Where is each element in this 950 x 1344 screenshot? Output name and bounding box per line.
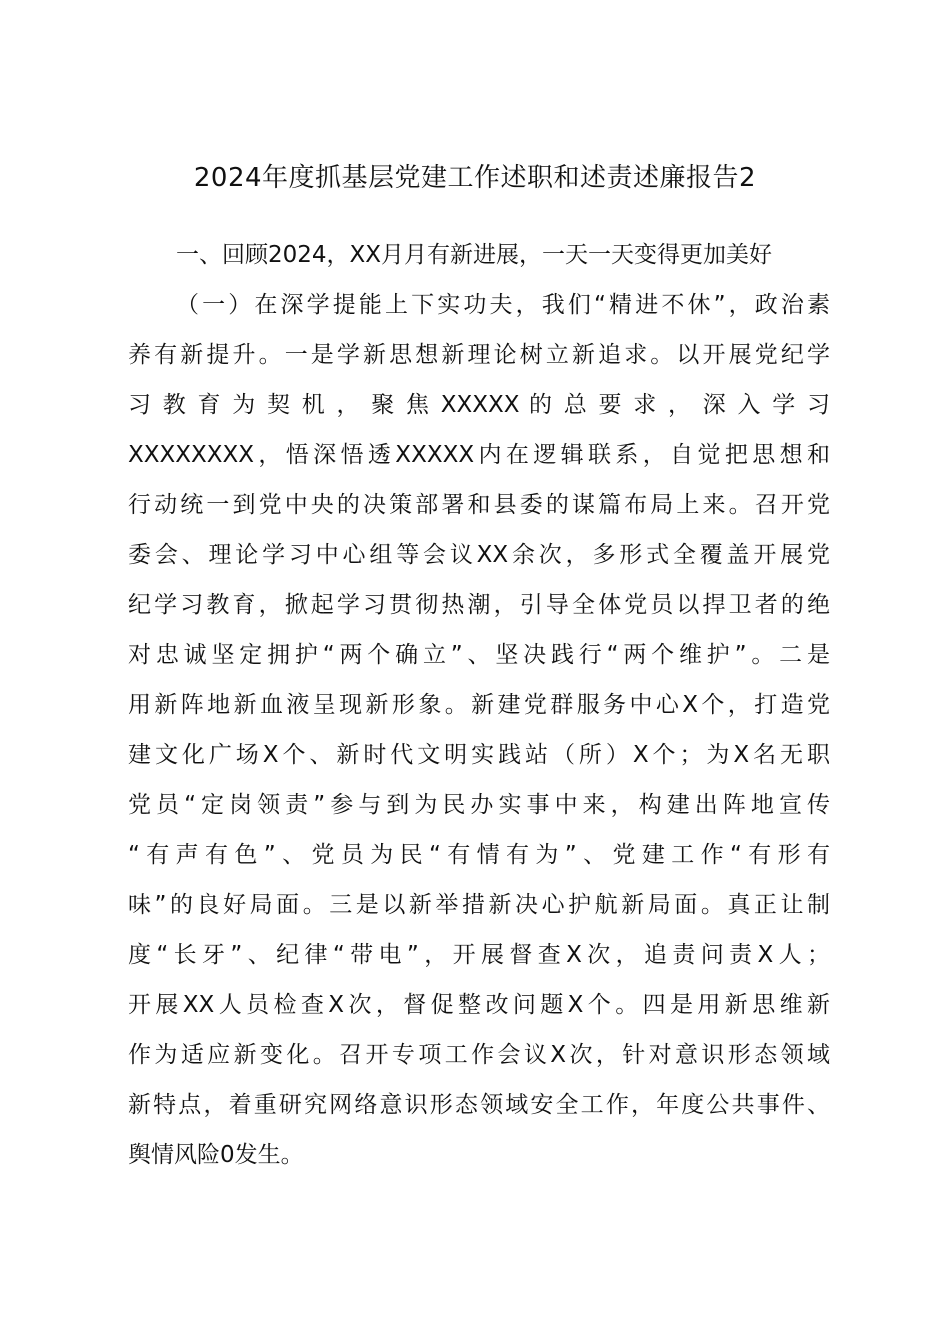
body-line: （一）在深学提能上下实功夫，我们“精进不休”，政治素 [176, 292, 830, 318]
body-line: 作为适应新变化。召开专项工作会议X次，针对意识形态领域 [128, 1042, 830, 1068]
body-line: 用新阵地新血液呈现新形象。新建党群服务中心X个，打造党 [128, 692, 830, 718]
body-line: 度“长牙”、纪律“带电”，开展督查X次，追责问责X人； [128, 942, 830, 968]
body-line: 建文化广场X个、新时代文明实践站（所）X个；为X名无职 [128, 742, 830, 768]
body-line: 习 教 育 为 契 机 ， 聚 焦 XXXXX 的 总 要 求 ， 深 入 学 习 [128, 392, 830, 418]
body-line: 党员“定岗领责”参与到为民办实事中来，构建出阵地宣传 [128, 792, 830, 818]
body-line: 开展XX人员检查X次，督促整改问题X个。四是用新思维新 [128, 992, 830, 1018]
body-line: XXXXXXXX，悟深悟透XXXXX内在逻辑联系，自觉把思想和 [128, 442, 830, 468]
body-line: 委会、理论学习中心组等会议XX余次，多形式全覆盖开展党 [128, 542, 830, 568]
section-heading: 一、回顾2024，XX月月有新进展，一天一天变得更加美好 [176, 242, 773, 268]
document-body [128, 284, 848, 1184]
body-line: 味”的良好局面。三是以新举措新决心护航新局面。真正让制 [128, 892, 830, 918]
body-line: 养有新提升。一是学新思想新理论树立新追求。以开展党纪学 [128, 342, 830, 368]
body-line: 新特点，着重研究网络意识形态领域安全工作，年度公共事件、 [128, 1092, 830, 1118]
document-title: 2024年度抓基层党建工作述职和述责述廉报告2 [193, 163, 757, 193]
body-line: 纪学习教育，掀起学习贯彻热潮，引导全体党员以捍卫者的绝 [128, 592, 830, 618]
body-line: “有声有色”、党员为民“有情有为”、党建工作“有形有 [128, 842, 830, 868]
body-line: 对忠诚坚定拥护“两个确立”、坚决践行“两个维护”。二是 [128, 642, 830, 668]
body-line: 行动统一到党中央的决策部署和县委的谋篇布局上来。召开党 [128, 492, 830, 518]
body-line-last: 舆情风险0发生。 [128, 1142, 304, 1168]
